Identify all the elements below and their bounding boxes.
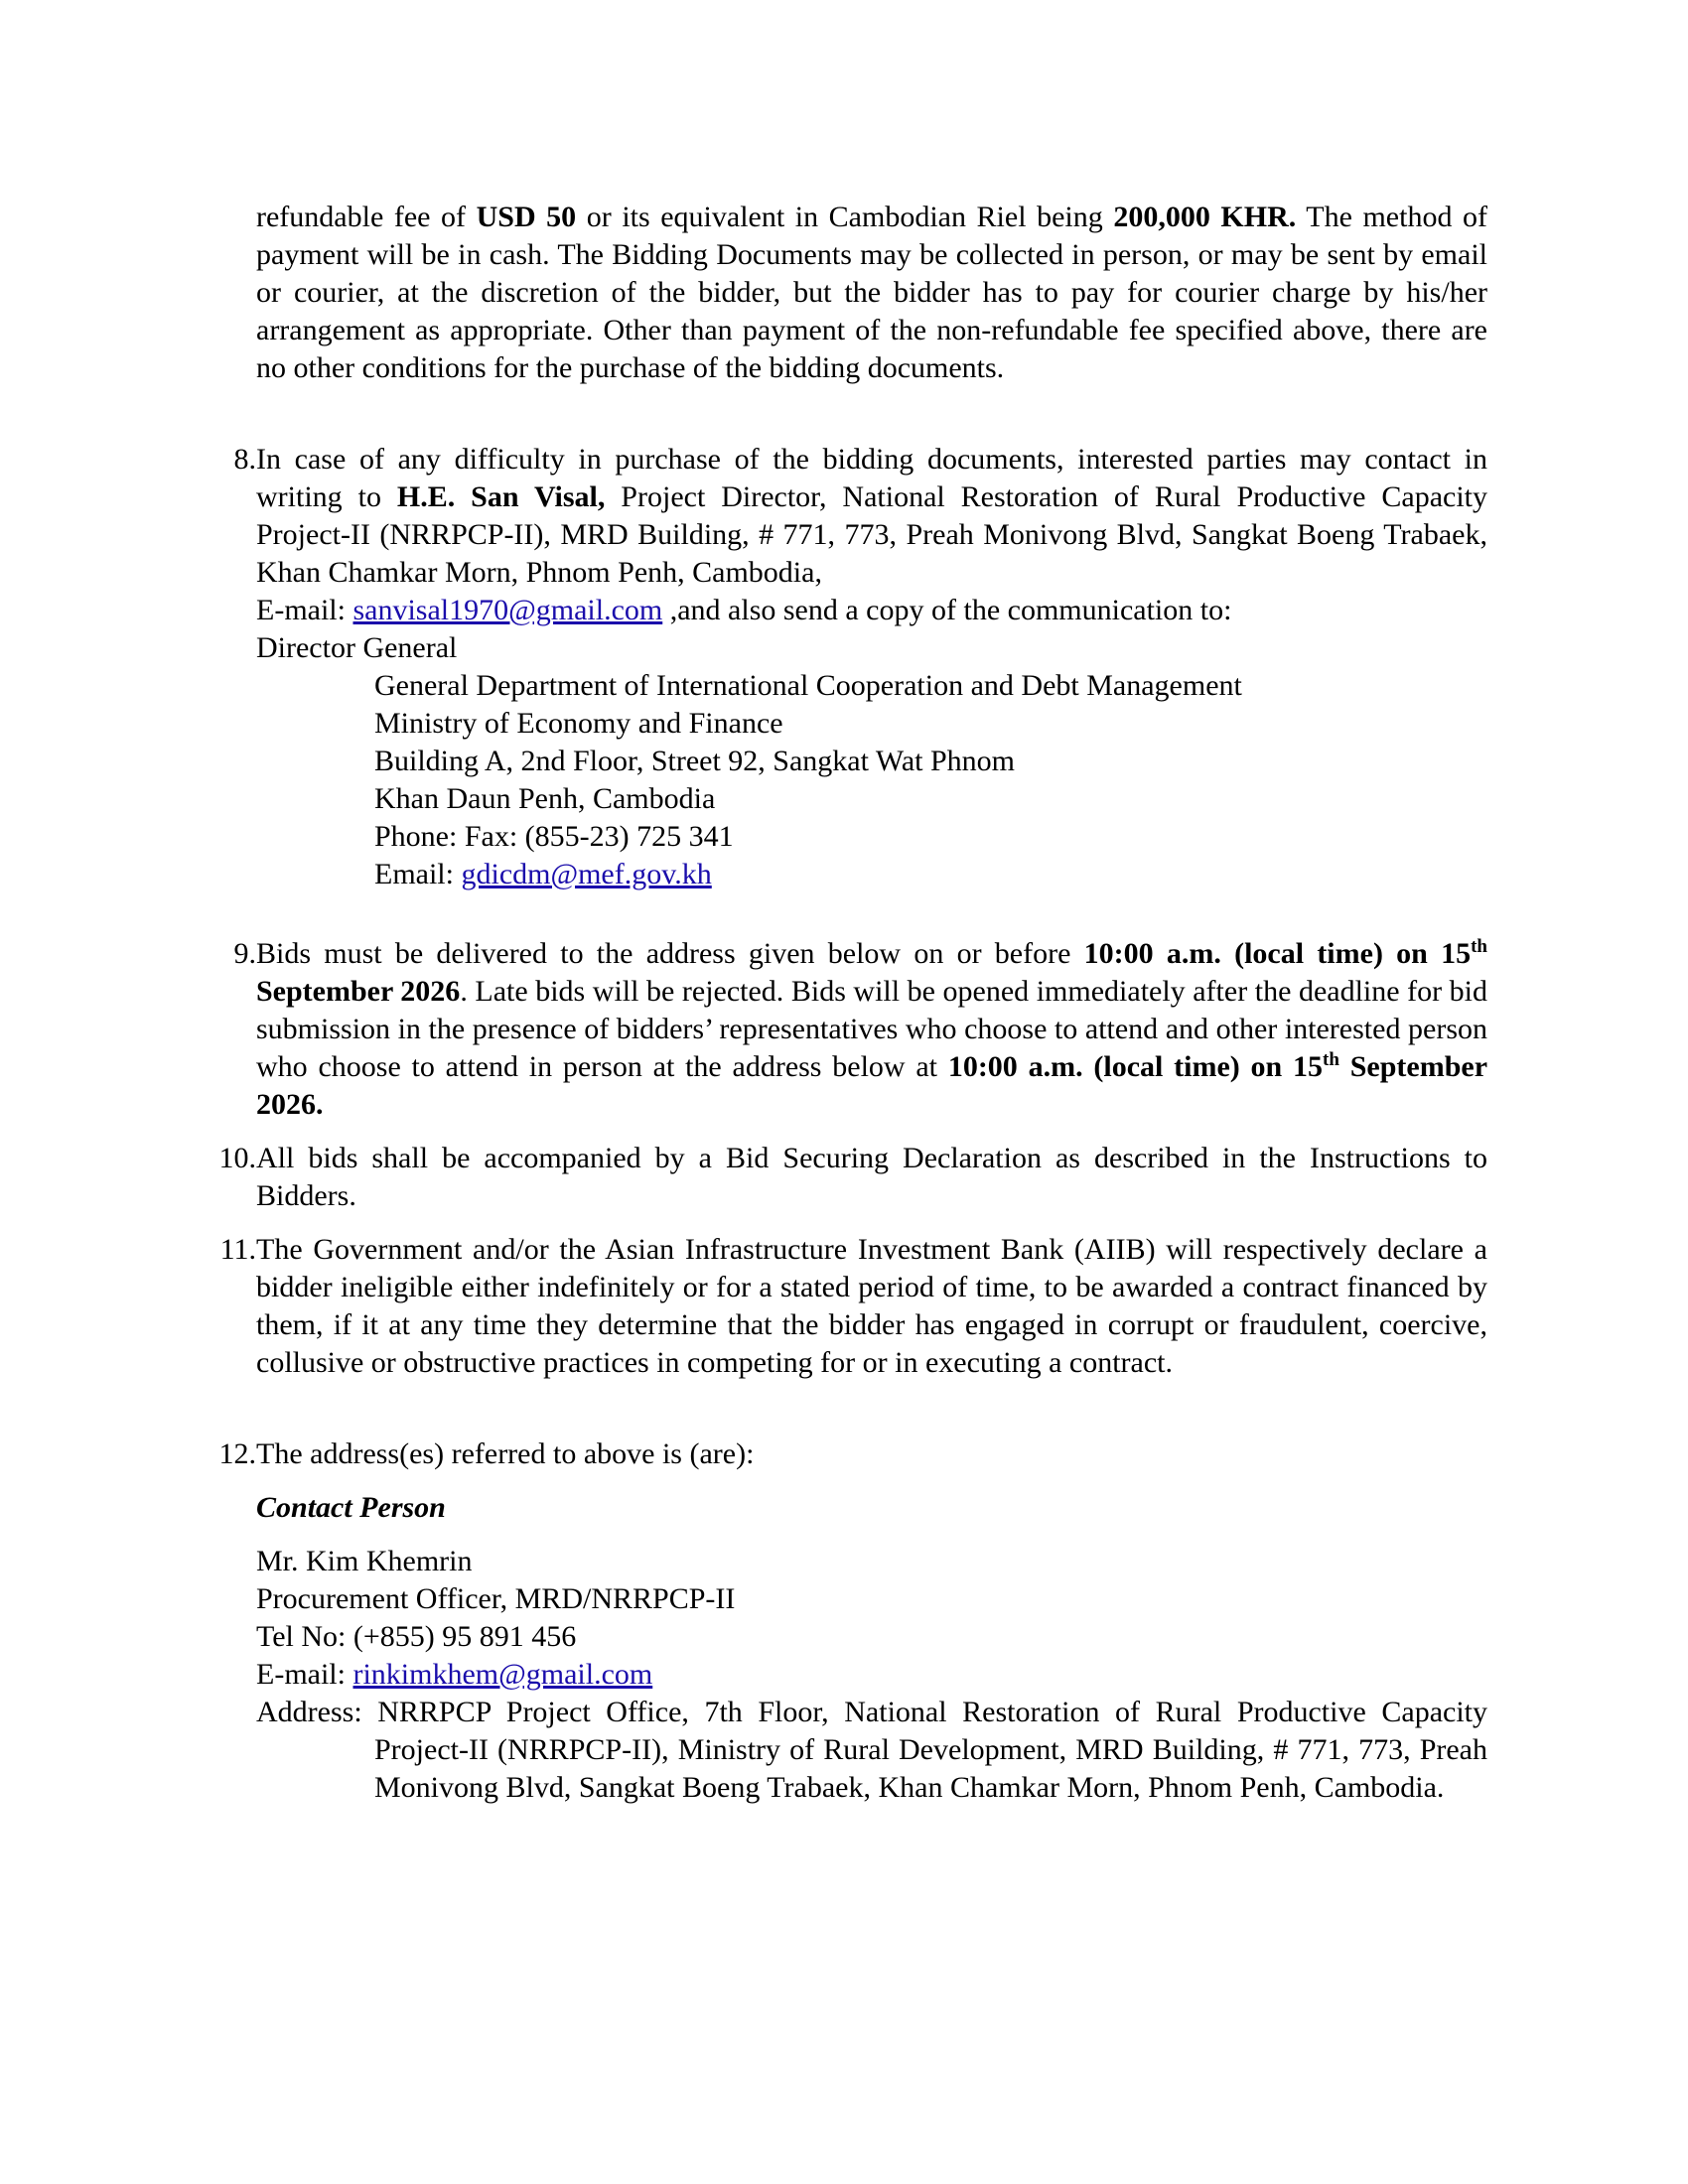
paragraph-number: 11. bbox=[219, 1233, 256, 1266]
address-line-2: Ministry of Economy and Finance bbox=[374, 707, 783, 740]
deadline-1: 10:00 a.m. (local time) on 15 bbox=[1083, 937, 1472, 970]
director-email-link[interactable]: sanvisal1970@gmail.com bbox=[352, 594, 663, 626]
para8-email-after: ,and also send a copy of the communication to: bbox=[662, 594, 1232, 626]
para8-text-2: Project Director, National Restoration of Rural Productive Capacity Project-II (NRRPCP-II), MRD Building, # 771, 773, Preah Monivong Blvd, Sangkat Boeng Trabaek, Khan Chamkar Morn, Phnom Penh, Cambodia, bbox=[256, 480, 1487, 589]
director-name: H.E. San Visal, bbox=[396, 480, 606, 513]
para7-text-1: refundable fee of bbox=[256, 201, 477, 233]
paragraph-number: 12. bbox=[218, 1437, 256, 1470]
fee-usd: USD 50 bbox=[476, 201, 577, 233]
contact-person-heading: Contact Person bbox=[256, 1491, 446, 1524]
opening-time: 10:00 a.m. (local time) on 15 bbox=[947, 1050, 1324, 1083]
paragraph-number: 8. bbox=[233, 443, 256, 476]
para10-text: All bids shall be accompanied by a Bid Securing Declaration as described in the Instructions to Bidders. bbox=[256, 1142, 1487, 1212]
para7-text-3: The method of payment will be in cash. The Bidding Documents may be collected in person, or may be sent by email or courier, at the discretion of the bidder, but the bidder has to pay for courier charge by his/her arrangement as appropriate. Other than payment of the non-refundable fee specified above, there are no other conditions for the purchase of the bidding documents. bbox=[256, 201, 1488, 384]
contact-email-link[interactable]: rinkimkhem@gmail.com bbox=[352, 1658, 653, 1691]
address-email-label: Email: bbox=[374, 858, 462, 890]
email-label: E-mail: bbox=[256, 594, 353, 626]
contact-address: Address: NRRPCP Project Office, 7th Floor, National Restoration of Rural Productive Capacity Project-II (NRRPCP-II), Ministry of Rural Development, MRD Building, # 771, 773, Preah Monivong Blvd, Sangkat Boeng Trabaek, Khan Chamkar Morn, Phnom Penh, Cambodia. bbox=[256, 1696, 1487, 1804]
para7-text-2: or its equivalent in Cambodian Riel being bbox=[576, 201, 1114, 233]
fee-khr: 200,000 KHR. bbox=[1113, 201, 1297, 233]
para12-text: The address(es) referred to above is (are): bbox=[256, 1437, 755, 1470]
para11-text: The Government and/or the Asian Infrastructure Investment Bank (AIIB) will respectively declare a bidder ineligible either indefinitely or for a stated period of time, to be awarded a contract financed by them, if it at any time they determine that the bidder has engaged in corrupt or fraudulent, coercive, collusive or obstructive practices in competing for or in executing a contract. bbox=[256, 1233, 1487, 1379]
contact-name: Mr. Kim Khemrin bbox=[256, 1545, 473, 1577]
para9-text-1: Bids must be delivered to the address given below on or before bbox=[256, 937, 1084, 970]
contact-title: Procurement Officer, MRD/NRRPCP-II bbox=[256, 1582, 736, 1615]
opening-time-sup: th bbox=[1323, 1049, 1339, 1070]
address-line-4: Khan Daun Penh, Cambodia bbox=[374, 782, 716, 815]
opening-time-end: September 2026. bbox=[256, 1050, 1488, 1121]
paragraph-number: 10. bbox=[218, 1142, 256, 1174]
address-phone-fax: Phone: Fax: (855-23) 725 341 bbox=[374, 820, 734, 853]
para9-text-2: . Late bids will be rejected. Bids will be opened immediately after the deadline for bid submission in the presence of bidders’ representatives who choose to attend and other interested person who choose to attend in person at the address below at bbox=[256, 975, 1487, 1083]
contact-email-label: E-mail: bbox=[256, 1658, 353, 1691]
deadline-1-sup: th bbox=[1471, 936, 1488, 957]
paragraph-number: 9. bbox=[233, 937, 256, 970]
copy-recipient-title: Director General bbox=[256, 631, 458, 664]
address-line-1: General Department of International Cooperation and Debt Management bbox=[374, 669, 1242, 702]
contact-tel: Tel No: (+855) 95 891 456 bbox=[256, 1620, 577, 1653]
deadline-1-end: September 2026 bbox=[256, 975, 461, 1008]
address-line-3: Building A, 2nd Floor, Street 92, Sangkat Wat Phnom bbox=[374, 745, 1015, 777]
para8-text-1: In case of any difficulty in purchase of the bidding documents, interested parties may contact in writing to bbox=[256, 443, 1487, 513]
gdicdm-email-link[interactable]: gdicdm@mef.gov.kh bbox=[461, 858, 712, 890]
